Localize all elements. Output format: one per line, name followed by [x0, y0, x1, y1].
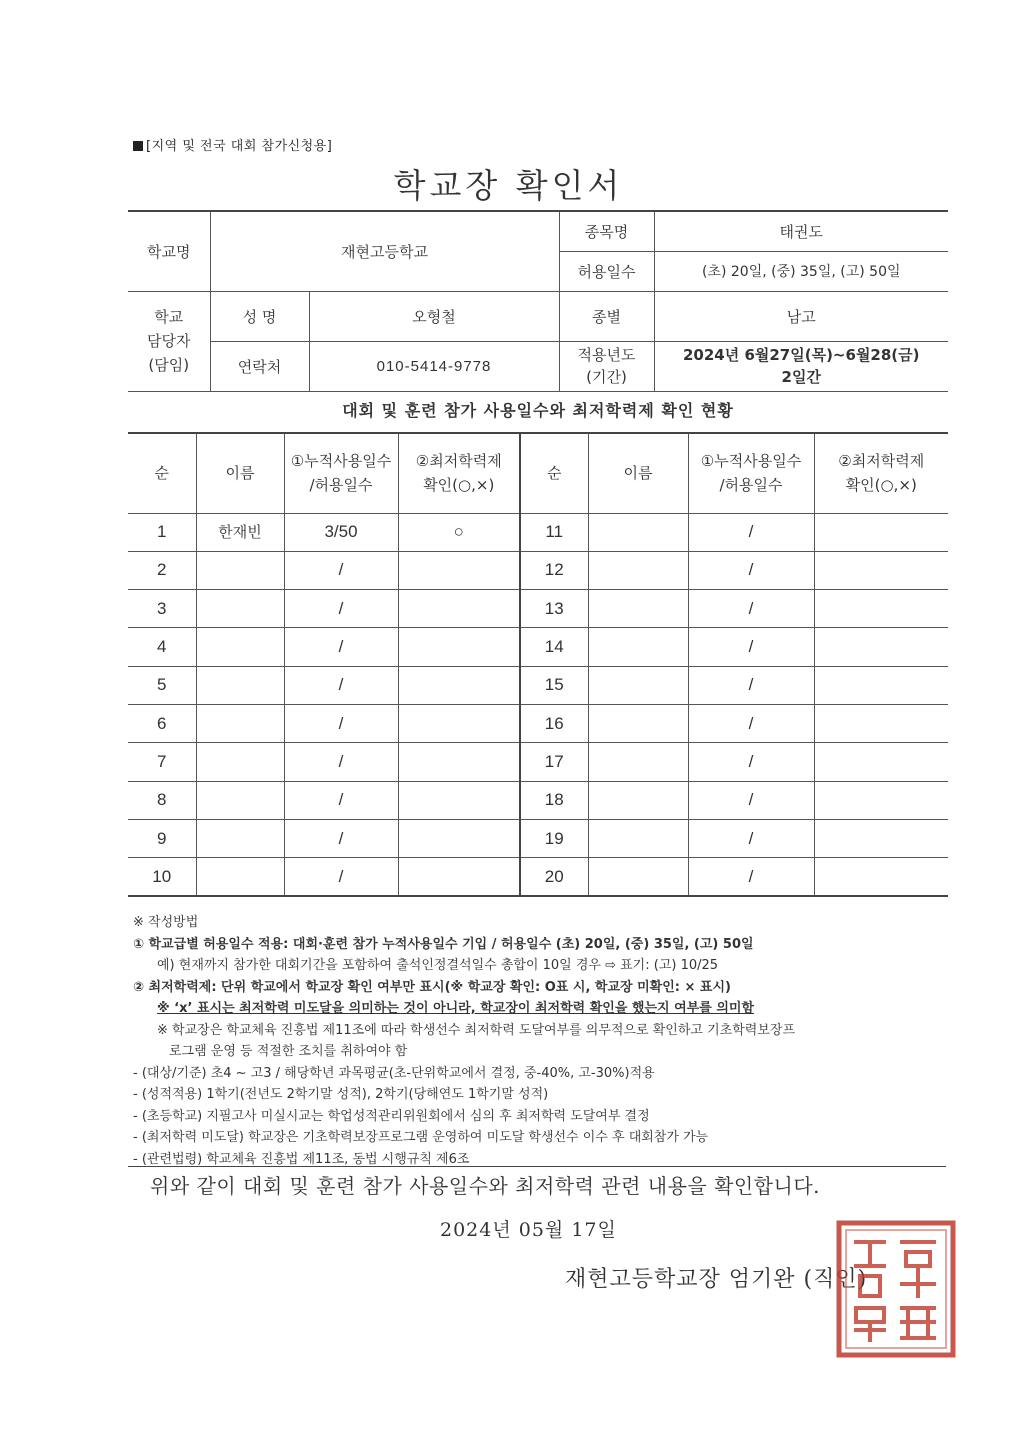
- issue-date: 2024년 05월 17일: [440, 1219, 617, 1241]
- row-number: 9: [128, 819, 196, 857]
- contact-value: 010-5414-9778: [309, 341, 559, 391]
- student-table-header: [128, 433, 948, 513]
- row-number: 5: [128, 666, 196, 704]
- row-number: 19: [520, 819, 588, 857]
- header-no: 순: [128, 433, 196, 513]
- row-number: 4: [128, 628, 196, 666]
- student-name: [196, 819, 284, 857]
- table-row: [128, 551, 948, 589]
- name-value: 오형철: [309, 291, 559, 341]
- student-name: [588, 781, 688, 819]
- row-number: 2: [128, 551, 196, 589]
- header-days: ①누적사용일수 /허용일수: [688, 433, 814, 513]
- row-number: 15: [520, 666, 588, 704]
- header-name: 이름: [196, 433, 284, 513]
- student-name: 한재빈: [196, 513, 284, 551]
- days-used: /: [284, 819, 398, 857]
- days-used: 3/50: [284, 513, 398, 551]
- row-number: 13: [520, 590, 588, 628]
- days-used: /: [688, 628, 814, 666]
- sport-label: 종목명: [559, 211, 654, 251]
- student-name: [588, 819, 688, 857]
- academic-check: [814, 858, 948, 896]
- days-used: /: [284, 666, 398, 704]
- row-number: 3: [128, 590, 196, 628]
- header-check: ②최저학력제 확인(○,×): [814, 433, 948, 513]
- detail-4: - (최저학력 미도달) 학교장은 기초학력보장프로그램 운영하여 미도달 학생선수 이수 후 대회참가 가능: [133, 1130, 709, 1145]
- days-used: /: [284, 551, 398, 589]
- student-name: [196, 858, 284, 896]
- student-name: [588, 858, 688, 896]
- header-name: 이름: [588, 433, 688, 513]
- instruction-1: ① 학교급별 허용일수 적용: 대회·훈련 참가 누적사용일수 기입 / 허용일수 (초) 20일, (중) 35일, (고) 50일: [133, 936, 754, 952]
- student-name: [588, 666, 688, 704]
- academic-check: [398, 704, 520, 742]
- manager-label: 학교 담당자 (담임): [128, 291, 210, 391]
- detail-1: - (대상/기준) 초4 ~ 고3 / 해당학년 과목평균(초-단위학교에서 결정, 중-40%, 고-30%)적용: [133, 1065, 655, 1081]
- school-label: 학교명: [128, 211, 210, 291]
- detail-5: - (관련법령) 학교체육 진흥법 제11조, 동법 시행규칙 제6조: [133, 1151, 470, 1167]
- days-used: /: [688, 858, 814, 896]
- student-name: [588, 704, 688, 742]
- academic-check: [398, 666, 520, 704]
- days-used: /: [284, 743, 398, 781]
- row-number: 11: [520, 513, 588, 551]
- academic-check: [814, 819, 948, 857]
- row-number: 12: [520, 551, 588, 589]
- period-value: 2024년 6월27일(목)~6월28(금) 2일간: [654, 341, 948, 391]
- days-used: /: [688, 819, 814, 857]
- row-number: 1: [128, 513, 196, 551]
- row-number: 8: [128, 781, 196, 819]
- table-row: [128, 666, 948, 704]
- academic-check: [814, 628, 948, 666]
- type-value: 남고: [654, 291, 948, 341]
- academic-check: [398, 743, 520, 781]
- square-bullet-icon: [133, 141, 143, 151]
- status-heading: 대회 및 훈련 참가 사용일수와 최저학력제 확인 현황: [342, 401, 734, 420]
- divider: [128, 1166, 946, 1167]
- table-row: [128, 590, 948, 628]
- academic-check: [814, 551, 948, 589]
- academic-check: [398, 819, 520, 857]
- table-row: [128, 743, 948, 781]
- table-row: [128, 858, 948, 896]
- official-seal-icon: [836, 1220, 956, 1358]
- header-check: ②최저학력제 확인(○,×): [398, 433, 520, 513]
- row-number: 16: [520, 704, 588, 742]
- table-row: [128, 704, 948, 742]
- instructions: [133, 912, 953, 1170]
- academic-check: [814, 781, 948, 819]
- academic-check: ○: [398, 513, 520, 551]
- academic-check: [398, 858, 520, 896]
- student-name: [588, 551, 688, 589]
- student-name: [588, 513, 688, 551]
- student-table: [128, 432, 948, 897]
- student-name: [196, 590, 284, 628]
- academic-check: [814, 590, 948, 628]
- row-number: 17: [520, 743, 588, 781]
- principal-signature: 재현고등학교장 엄기완 (직인): [565, 1267, 868, 1292]
- student-name: [588, 743, 688, 781]
- sport-value: 태권도: [654, 211, 948, 251]
- row-number: 20: [520, 858, 588, 896]
- academic-check: [814, 704, 948, 742]
- academic-check: [398, 551, 520, 589]
- days-used: /: [284, 858, 398, 896]
- academic-check: [398, 628, 520, 666]
- row-number: 10: [128, 858, 196, 896]
- days-used: /: [688, 590, 814, 628]
- academic-check: [814, 666, 948, 704]
- period-label: 적용년도 (기간): [559, 341, 654, 391]
- row-number: 6: [128, 704, 196, 742]
- document-title: 학교장 확인서: [393, 166, 624, 205]
- allowed-days-label: 허용일수: [559, 251, 654, 291]
- instruction-2-sub2a: ※ 학교장은 학교체육 진흥법 제11조에 따라 학생선수 최저학력 도달여부를 의무적으로 확인하고 기초학력보장프: [157, 1022, 796, 1038]
- header-no: 순: [520, 433, 588, 513]
- student-name: [196, 551, 284, 589]
- instruction-2-sub2b: 로그램 운영 등 적절한 조치를 취하여야 함: [169, 1044, 408, 1059]
- student-name: [588, 628, 688, 666]
- detail-2: - (성적적용) 1학기(전년도 2학기말 성적), 2학기(당해연도 1학기말 성적): [133, 1087, 549, 1102]
- student-name: [196, 704, 284, 742]
- form-category: [지역 및 전국 대회 참가신청용]: [133, 135, 332, 154]
- table-row: [128, 513, 948, 551]
- instructions-heading: ※ 작성방법: [133, 915, 199, 930]
- instruction-2: ② 최저학력제: 단위 학교에서 학교장 확인 여부만 표시(※ 학교장 확인: O표 시, 학교장 미확인: × 표시): [133, 979, 731, 995]
- table-row: [128, 781, 948, 819]
- table-row: [128, 628, 948, 666]
- row-number: 18: [520, 781, 588, 819]
- days-used: /: [688, 743, 814, 781]
- academic-check: [398, 590, 520, 628]
- student-name: [196, 743, 284, 781]
- instruction-2-sub1: ※ ‘x’ 표시는 최저학력 미도달을 의미하는 것이 아니라, 학교장이 최저학력 확인을 했는지 여부를 의미함: [157, 1001, 754, 1016]
- school-value: 재현고등학교: [210, 211, 559, 291]
- student-name: [196, 666, 284, 704]
- name-label: 성 명: [210, 291, 309, 341]
- confirmation-statement: 위와 같이 대회 및 훈련 참가 사용일수와 최저학력 관련 내용을 확인합니다.: [150, 1174, 821, 1198]
- contact-label: 연락처: [210, 341, 309, 391]
- days-used: /: [688, 666, 814, 704]
- days-used: /: [284, 628, 398, 666]
- days-used: /: [284, 704, 398, 742]
- table-row: [128, 819, 948, 857]
- academic-check: [398, 781, 520, 819]
- header-days: ①누적사용일수 /허용일수: [284, 433, 398, 513]
- days-used: /: [688, 781, 814, 819]
- info-table: [128, 210, 948, 392]
- academic-check: [814, 743, 948, 781]
- detail-3: - (초등학교) 지필고사 미실시교는 학업성적관리위원회에서 심의 후 최저학력 도달여부 결정: [133, 1108, 650, 1124]
- row-number: 14: [520, 628, 588, 666]
- days-used: /: [688, 513, 814, 551]
- academic-check: [814, 513, 948, 551]
- days-used: /: [284, 590, 398, 628]
- student-name: [588, 590, 688, 628]
- student-name: [196, 781, 284, 819]
- instruction-1-example: 예) 현재까지 참가한 대회기간을 포함하여 출석인정결석일수 총합이 10일 경우 ⇨ 표기: (고) 10/25: [157, 958, 719, 973]
- student-name: [196, 628, 284, 666]
- row-number: 7: [128, 743, 196, 781]
- allowed-days-value: (초) 20일, (중) 35일, (고) 50일: [654, 251, 948, 291]
- days-used: /: [688, 551, 814, 589]
- type-label: 종별: [559, 291, 654, 341]
- days-used: /: [284, 781, 398, 819]
- days-used: /: [688, 704, 814, 742]
